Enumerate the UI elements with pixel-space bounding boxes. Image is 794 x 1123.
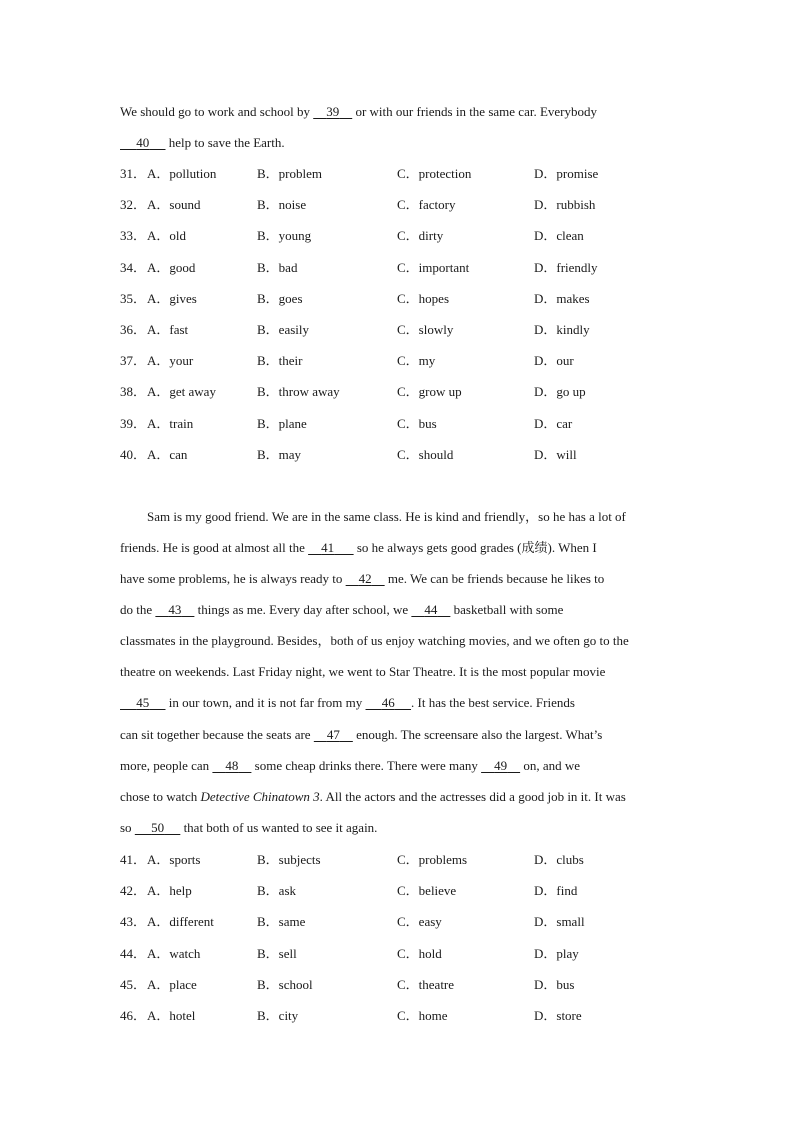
text: help to save the Earth. <box>165 135 285 150</box>
question-number: 33． <box>120 228 147 244</box>
passage2-line9: more, people can 48 some cheap drinks there. There were many 49 on, and we <box>120 758 581 773</box>
blank-44: 44 <box>424 602 438 617</box>
option-b: B．problem <box>257 166 322 181</box>
blank-43: 43 <box>168 602 182 617</box>
blank-47: 47 <box>326 727 340 742</box>
passage2-line1: Sam is my good friend. We are in the same class. He is kind and friendly，so he has a lot of <box>147 509 626 524</box>
option-a: A．different <box>147 914 214 930</box>
option-d: D．promise <box>534 166 599 181</box>
question-row <box>120 1007 680 1025</box>
option-b: B．throw away <box>257 384 340 400</box>
option-c: C．factory <box>397 197 456 213</box>
option-b: B．bad <box>257 259 298 275</box>
text: or with our friends in the same car. Everybody <box>352 104 597 119</box>
question-row <box>120 290 680 308</box>
option-b: B．ask <box>257 883 297 899</box>
question-number: 44． <box>120 945 147 961</box>
option-a: A．hotel <box>147 1008 196 1023</box>
passage2-line4: do the 43 things as me. Every day after school, we 44 basketball with some <box>120 602 564 617</box>
option-a: A．good <box>147 259 196 275</box>
question-number: 42． <box>120 883 147 899</box>
option-a: A．watch <box>147 945 201 961</box>
option-c: C．theatre <box>397 976 455 992</box>
option-a: A．pollution <box>147 166 217 181</box>
option-b: B．young <box>257 228 312 244</box>
question-row <box>120 227 680 245</box>
option-a: A．place <box>147 976 197 992</box>
option-a: A．old <box>147 228 187 244</box>
question-row <box>120 259 680 277</box>
option-c: C．slowly <box>397 322 454 337</box>
option-c: C．important <box>397 259 470 275</box>
question-row <box>120 913 680 931</box>
option-c: C．dirty <box>397 228 444 244</box>
option-d: D．small <box>534 914 585 930</box>
option-d: D．bus <box>534 976 575 992</box>
text: We should go to work and school by <box>120 104 314 119</box>
option-c: C．my <box>397 353 436 369</box>
option-c: C．home <box>397 1008 448 1023</box>
option-d: D．our <box>534 353 574 369</box>
question-row <box>120 196 680 214</box>
passage2-line2: friends. He is good at almost all the 41 so he always gets good grades (成绩). When I <box>120 540 597 555</box>
passage2-line6: theatre on weekends. Last Friday night, we went to Star Theatre. It is the most popular movie <box>120 664 606 679</box>
passage1-line1 <box>120 103 680 121</box>
option-c: C．bus <box>397 415 437 431</box>
question-number: 43． <box>120 914 147 930</box>
question-number: 32． <box>120 197 147 213</box>
option-d: D．find <box>534 883 578 899</box>
option-c: C．hopes <box>397 290 450 306</box>
option-a: A．sound <box>147 197 201 213</box>
passage1-line2 <box>120 134 680 152</box>
option-c: C．easy <box>397 914 442 930</box>
blank-39: 39 <box>326 104 340 119</box>
question-row <box>120 383 680 401</box>
option-b: B．easily <box>257 322 309 337</box>
option-d: D．car <box>534 415 573 431</box>
passage2-line3: have some problems, he is always ready to 42 me. We can be friends because he likes to <box>120 571 605 586</box>
option-b: B．noise <box>257 197 307 213</box>
passage2-line5: classmates in the playground. Besides，both of us enjoy watching movies, and we often go to the <box>120 633 629 648</box>
question-row <box>120 446 680 464</box>
option-a: A．your <box>147 353 194 369</box>
option-a: A．help <box>147 883 192 899</box>
option-b: B．same <box>257 914 306 930</box>
passage2-line8: can sit together because the seats are 47 enough. The screensare also the largest. What’s <box>120 727 603 742</box>
blank-41: 41 <box>321 540 335 555</box>
passage2-line11: so 50 that both of us wanted to see it again. <box>120 820 378 835</box>
option-c: C．problems <box>397 852 468 867</box>
option-d: D．kindly <box>534 322 590 337</box>
question-number: 39． <box>120 415 147 431</box>
blank-45: 45 <box>136 695 150 710</box>
option-d: D．rubbish <box>534 197 596 213</box>
question-number: 34． <box>120 259 147 275</box>
question-number: 41． <box>120 852 147 867</box>
question-row <box>120 976 680 994</box>
question-row <box>120 321 680 339</box>
question-number: 35． <box>120 290 147 306</box>
question-row <box>120 882 680 900</box>
option-c: C．believe <box>397 883 457 899</box>
passage2-line10: chose to watch Detective Chinatown 3. All the actors and the actresses did a good job in it. It was <box>120 789 626 804</box>
blank-40: 40 <box>136 135 150 150</box>
option-a: A．fast <box>147 322 189 337</box>
question-number: 37． <box>120 353 147 369</box>
option-d: D．makes <box>534 290 590 306</box>
option-b: B．sell <box>257 945 297 961</box>
option-d: D．clubs <box>534 852 584 867</box>
question-row <box>120 945 680 963</box>
blank-50: 50 <box>151 820 165 835</box>
option-d: D．go up <box>534 384 586 400</box>
option-c: C．protection <box>397 166 472 181</box>
option-c: C．grow up <box>397 384 462 400</box>
option-c: C．should <box>397 446 454 462</box>
option-b: B．may <box>257 446 302 462</box>
option-d: D．store <box>534 1008 582 1023</box>
option-d: D．friendly <box>534 259 598 275</box>
option-d: D．play <box>534 945 579 961</box>
question-row <box>120 851 680 869</box>
option-b: B．subjects <box>257 852 321 867</box>
passage2-line7: 45 in our town, and it is not far from my 46 . It has the best service. Friends <box>120 694 680 712</box>
question-row <box>120 415 680 433</box>
question-number: 38． <box>120 384 147 400</box>
blank-46: 46 <box>381 695 395 710</box>
option-a: A．can <box>147 446 188 462</box>
option-b: B．their <box>257 353 303 369</box>
option-b: B．school <box>257 976 313 992</box>
question-row <box>120 352 680 370</box>
option-a: A．train <box>147 415 194 431</box>
option-a: A．gives <box>147 290 197 306</box>
question-number: 45． <box>120 976 147 992</box>
option-a: A．get away <box>147 384 216 400</box>
question-row <box>120 165 680 183</box>
blank-48: 48 <box>225 758 239 773</box>
question-number: 36． <box>120 322 147 337</box>
option-d: D．will <box>534 446 577 462</box>
question-number: 40． <box>120 446 147 462</box>
blank-49: 49 <box>494 758 508 773</box>
question-number: 31． <box>120 166 147 181</box>
option-d: D．clean <box>534 228 584 244</box>
blank-42: 42 <box>358 571 372 586</box>
movie-title: Detective Chinatown 3 <box>200 789 320 804</box>
option-a: A．sports <box>147 852 201 867</box>
option-b: B．plane <box>257 415 307 431</box>
option-c: C．hold <box>397 945 442 961</box>
question-number: 46． <box>120 1008 147 1023</box>
option-b: B．city <box>257 1008 299 1023</box>
option-b: B．goes <box>257 290 303 306</box>
